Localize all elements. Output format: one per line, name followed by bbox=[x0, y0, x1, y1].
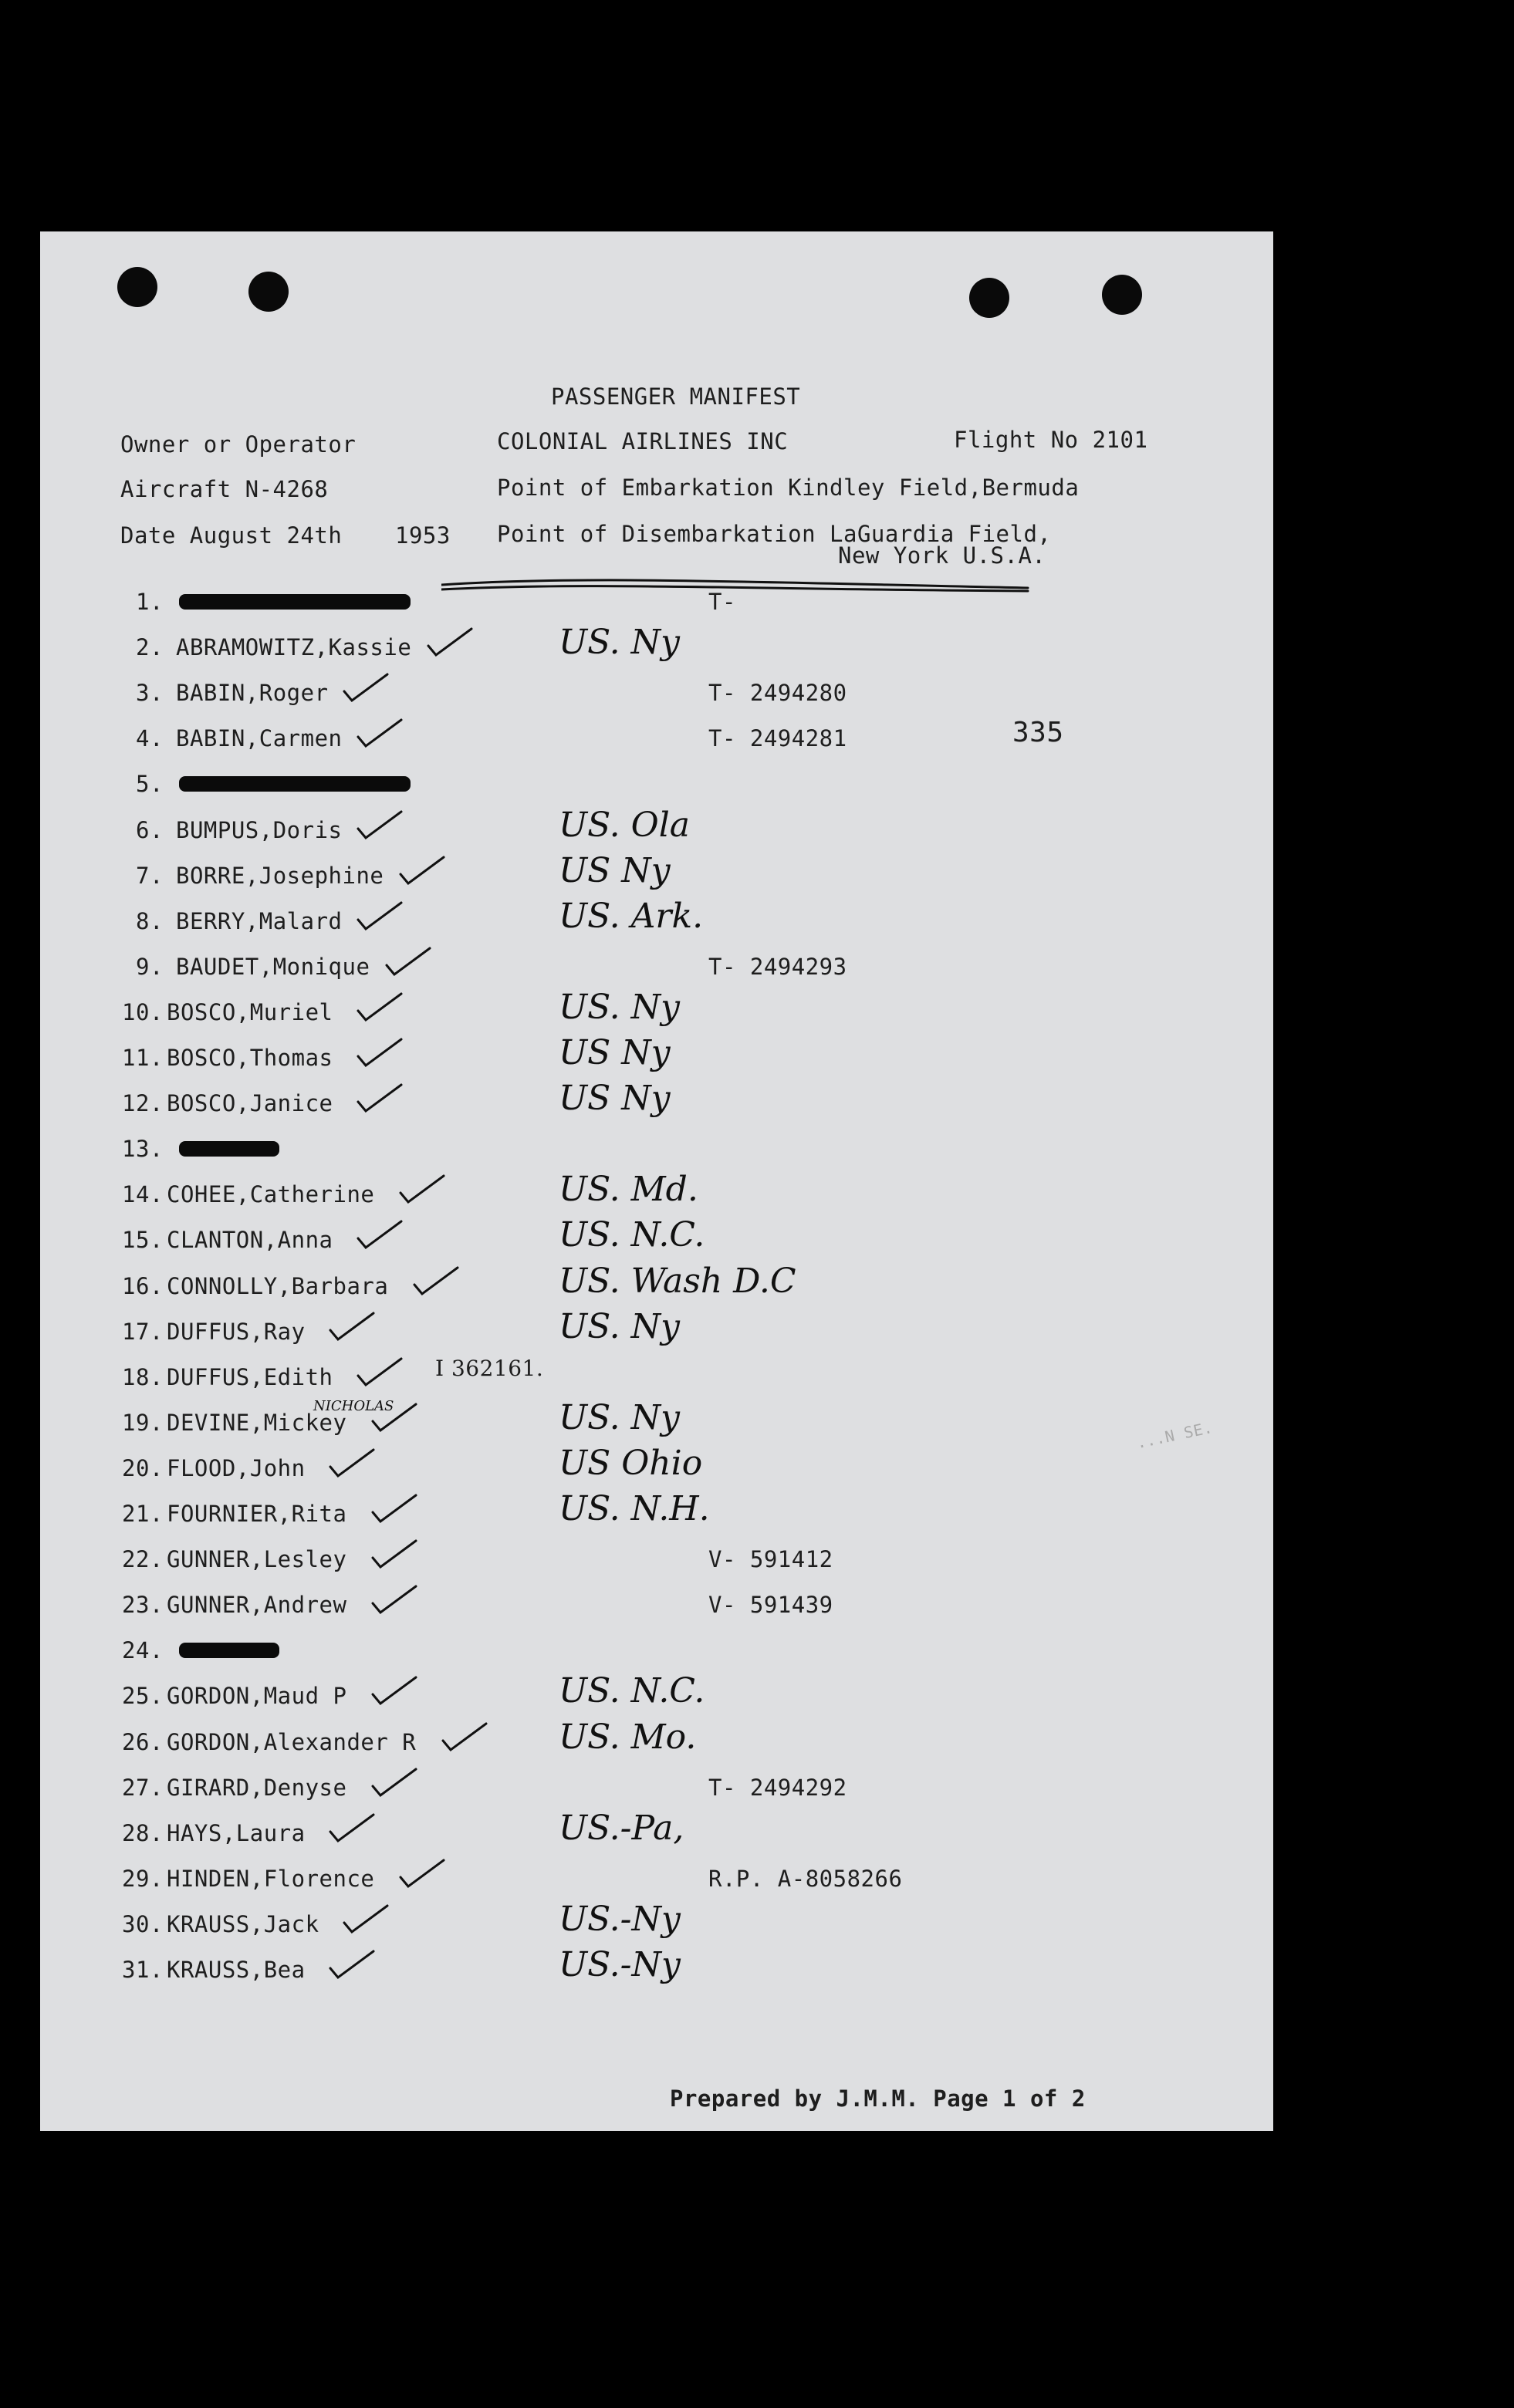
checkmark-icon bbox=[355, 1218, 404, 1252]
passenger-name: BOSCO,Thomas bbox=[167, 1045, 333, 1071]
document-number: T- 2494281 bbox=[708, 725, 847, 751]
checkmark-icon bbox=[370, 1583, 419, 1617]
name-correction: NICHOLAS bbox=[313, 1398, 394, 1414]
checkmark-icon bbox=[355, 991, 404, 1025]
passenger-name: BORRE,Josephine bbox=[176, 863, 384, 889]
passenger-number: 13. bbox=[122, 1136, 164, 1162]
checkmark-icon bbox=[370, 1538, 419, 1572]
passenger-name: KRAUSS,Bea bbox=[167, 1957, 306, 1983]
annotation-i: I 362161. bbox=[435, 1356, 544, 1381]
passenger-number: 23. bbox=[122, 1592, 164, 1618]
document-number: V- 591412 bbox=[708, 1546, 833, 1572]
passenger-number: 14. bbox=[122, 1181, 164, 1207]
passenger-number: 24. bbox=[122, 1637, 164, 1663]
passenger-name: GORDON,Maud P bbox=[167, 1683, 347, 1709]
passenger-number: 8. bbox=[136, 908, 164, 934]
redaction-bar bbox=[179, 1643, 279, 1658]
checkmark-icon bbox=[355, 1082, 404, 1116]
checkmark-icon bbox=[384, 945, 433, 979]
checkmark-icon bbox=[397, 1857, 447, 1891]
checkmark-icon bbox=[327, 1948, 377, 1982]
strike-line bbox=[441, 571, 1043, 602]
passenger-number: 21. bbox=[122, 1501, 164, 1527]
handwritten-residence: US. Md. bbox=[559, 1170, 698, 1209]
checkmark-icon bbox=[355, 809, 404, 843]
document-number: T- 2494280 bbox=[708, 680, 847, 706]
handwritten-residence: US. Ny bbox=[559, 1307, 680, 1346]
year: 1953 bbox=[395, 522, 451, 549]
handwritten-residence: US. Ark. bbox=[559, 897, 704, 936]
passenger-number: 18. bbox=[122, 1364, 164, 1390]
passenger-name: BERRY,Malard bbox=[176, 908, 343, 934]
passenger-number: 15. bbox=[122, 1227, 164, 1253]
passenger-number: 4. bbox=[136, 725, 164, 751]
passenger-name: GUNNER,Andrew bbox=[167, 1592, 347, 1618]
passenger-number: 30. bbox=[122, 1911, 164, 1937]
redaction-bar bbox=[179, 776, 411, 792]
passenger-name: DEVINE,Mickey bbox=[167, 1410, 347, 1436]
passenger-name: BOSCO,Muriel bbox=[167, 999, 333, 1025]
document-number: T- 2494292 bbox=[708, 1775, 847, 1801]
checkmark-icon bbox=[370, 1492, 419, 1526]
checkmark-icon bbox=[355, 1036, 404, 1070]
handwritten-residence: US.-Ny bbox=[559, 1900, 681, 1939]
handwritten-residence: US Ny bbox=[559, 851, 671, 890]
flight-number: Flight No 2101 bbox=[954, 427, 1148, 453]
handwritten-residence: US Ny bbox=[559, 1079, 671, 1118]
passenger-name: DUFFUS,Edith bbox=[167, 1364, 333, 1390]
passenger-name: CONNOLLY,Barbara bbox=[167, 1273, 389, 1299]
document-number: V- 591439 bbox=[708, 1592, 833, 1618]
handwritten-residence: US. Ola bbox=[559, 805, 691, 845]
passenger-number: 19. bbox=[122, 1410, 164, 1436]
passenger-name: BOSCO,Janice bbox=[167, 1090, 333, 1116]
passenger-name: BABIN,Roger bbox=[176, 680, 329, 706]
checkmark-icon bbox=[341, 671, 390, 705]
passenger-name: BABIN,Carmen bbox=[176, 725, 343, 751]
disembarkation-line1: Point of Disembarkation LaGuardia Field, bbox=[497, 521, 1052, 547]
owner-value: COLONIAL AIRLINES INC bbox=[497, 428, 789, 454]
date: Date August 24th bbox=[120, 522, 343, 549]
side-stamp: ...N SE. bbox=[1134, 1417, 1215, 1453]
handwritten-residence: US Ohio bbox=[559, 1444, 703, 1483]
checkmark-icon bbox=[397, 1173, 447, 1207]
passenger-number: 27. bbox=[122, 1775, 164, 1801]
passenger-number: 11. bbox=[122, 1045, 164, 1071]
passenger-number: 7. bbox=[136, 863, 164, 889]
passenger-number: 25. bbox=[122, 1683, 164, 1709]
redaction-bar bbox=[179, 1141, 279, 1157]
handwritten-residence: US. Wash D.C bbox=[559, 1261, 796, 1301]
redaction-bar bbox=[179, 594, 411, 610]
passenger-name: FLOOD,John bbox=[167, 1455, 306, 1481]
punch-hole-icon bbox=[117, 267, 157, 307]
passenger-number: 17. bbox=[122, 1319, 164, 1345]
checkmark-icon bbox=[327, 1447, 377, 1481]
passenger-number: 20. bbox=[122, 1455, 164, 1481]
passenger-name: BAUDET,Monique bbox=[176, 954, 370, 980]
handwritten-residence: US. Mo. bbox=[559, 1717, 697, 1757]
handwritten-residence: US. N.C. bbox=[559, 1215, 705, 1255]
passenger-name: CLANTON,Anna bbox=[167, 1227, 333, 1253]
checkmark-icon bbox=[440, 1721, 489, 1754]
passenger-name: GIRARD,Denyse bbox=[167, 1775, 347, 1801]
owner-label: Owner or Operator bbox=[120, 431, 357, 458]
passenger-name: BUMPUS,Doris bbox=[176, 817, 343, 843]
document-number: T- 2494293 bbox=[708, 954, 847, 980]
passenger-number: 28. bbox=[122, 1820, 164, 1846]
document-number: R.P. A-8058266 bbox=[708, 1866, 903, 1892]
page-stamp: 335 bbox=[1012, 717, 1064, 748]
passenger-number: 2. bbox=[136, 634, 164, 660]
handwritten-residence: US. N.C. bbox=[559, 1671, 705, 1711]
checkmark-icon bbox=[370, 1674, 419, 1708]
handwritten-residence: US. Ny bbox=[559, 988, 680, 1027]
passenger-name: GORDON,Alexander R bbox=[167, 1729, 417, 1755]
passenger-number: 16. bbox=[122, 1273, 164, 1299]
passenger-name: DUFFUS,Ray bbox=[167, 1319, 306, 1345]
checkmark-icon bbox=[327, 1310, 377, 1344]
document-number: T- bbox=[708, 589, 736, 615]
passenger-number: 12. bbox=[122, 1090, 164, 1116]
checkmark-icon bbox=[355, 1356, 404, 1390]
checkmark-icon bbox=[341, 1903, 390, 1937]
punch-hole-icon bbox=[1102, 275, 1142, 315]
passenger-name: HINDEN,Florence bbox=[167, 1866, 375, 1892]
checkmark-icon bbox=[411, 1265, 461, 1299]
aircraft: Aircraft N-4268 bbox=[120, 476, 329, 502]
passenger-number: 9. bbox=[136, 954, 164, 980]
passenger-number: 10. bbox=[122, 999, 164, 1025]
passenger-number: 6. bbox=[136, 817, 164, 843]
passenger-name: HAYS,Laura bbox=[167, 1820, 306, 1846]
passenger-number: 31. bbox=[122, 1957, 164, 1983]
passenger-number: 5. bbox=[136, 771, 164, 797]
passenger-name: KRAUSS,Jack bbox=[167, 1911, 319, 1937]
passenger-number: 26. bbox=[122, 1729, 164, 1755]
handwritten-residence: US. Ny bbox=[559, 623, 680, 662]
manifest-page bbox=[40, 231, 1273, 2131]
passenger-name: ABRAMOWITZ,Kassie bbox=[176, 634, 412, 660]
checkmark-icon bbox=[355, 717, 404, 751]
disembarkation-line2: New York U.S.A. bbox=[838, 542, 1046, 569]
passenger-name: FOURNIER,Rita bbox=[167, 1501, 347, 1527]
checkmark-icon bbox=[425, 626, 475, 660]
punch-hole-icon bbox=[969, 278, 1009, 318]
embarkation: Point of Embarkation Kindley Field,Bermuda bbox=[497, 475, 1080, 501]
passenger-name: GUNNER,Lesley bbox=[167, 1546, 347, 1572]
handwritten-residence: US. N.H. bbox=[559, 1489, 710, 1528]
checkmark-icon bbox=[327, 1812, 377, 1846]
checkmark-icon bbox=[370, 1766, 419, 1800]
handwritten-residence: US Ny bbox=[559, 1033, 671, 1072]
passenger-number: 29. bbox=[122, 1866, 164, 1892]
handwritten-residence: US.-Pa, bbox=[559, 1809, 684, 1848]
checkmark-icon bbox=[355, 900, 404, 934]
passenger-number: 22. bbox=[122, 1546, 164, 1572]
checkmark-icon bbox=[397, 854, 447, 888]
punch-hole-icon bbox=[248, 272, 289, 312]
handwritten-residence: US. Ny bbox=[559, 1398, 680, 1437]
passenger-number: 1. bbox=[136, 589, 164, 615]
passenger-number: 3. bbox=[136, 680, 164, 706]
handwritten-residence: US.-Ny bbox=[559, 1945, 681, 1984]
manifest-title: PASSENGER MANIFEST bbox=[551, 383, 801, 410]
footer: Prepared by J.M.M. Page 1 of 2 bbox=[670, 2085, 1086, 2112]
passenger-name: COHEE,Catherine bbox=[167, 1181, 375, 1207]
